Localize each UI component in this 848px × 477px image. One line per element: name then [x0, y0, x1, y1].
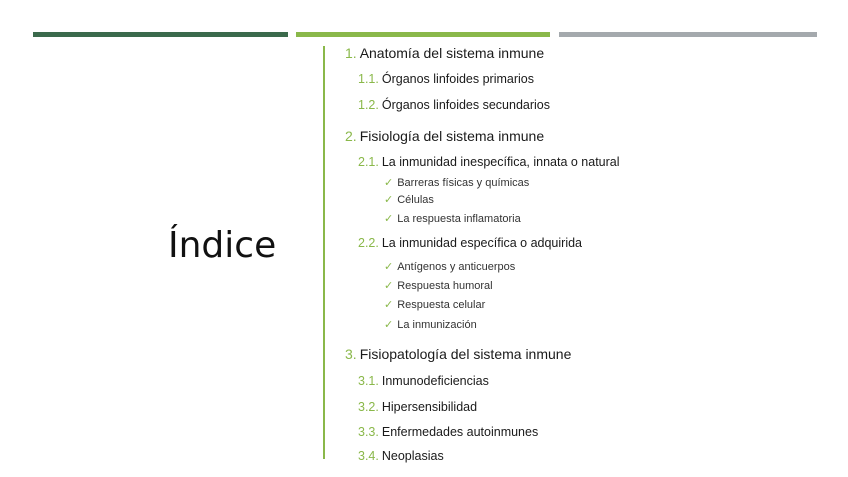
toc-item: ✓ Antígenos y anticuerpos — [384, 261, 516, 273]
toc-subsection-2-2: 2.2. La inmunidad específica o adquirida — [358, 236, 582, 250]
check-icon: ✓ — [384, 213, 394, 225]
check-icon: ✓ — [384, 177, 394, 189]
check-icon: ✓ — [384, 194, 394, 206]
toc-subsection-1-2: 1.2. Órganos linfoides secundarios — [358, 98, 551, 112]
toc-section-1: 1. Anatomía del sistema inmune — [345, 45, 545, 61]
check-icon: ✓ — [384, 261, 394, 273]
toc-item: ✓ Células — [384, 194, 434, 206]
toc-subsection-3-4: 3.4. Neoplasias — [358, 449, 444, 463]
check-icon: ✓ — [384, 319, 394, 331]
check-icon: ✓ — [384, 299, 394, 311]
toc-item: ✓ Respuesta celular — [384, 299, 486, 311]
toc-item: ✓ La respuesta inflamatoria — [384, 213, 521, 225]
toc-item: ✓ Respuesta humoral — [384, 280, 493, 292]
toc-section-2: 2. Fisiología del sistema inmune — [345, 128, 545, 144]
toc-subsection-3-1: 3.1. Inmunodeficiencias — [358, 374, 489, 388]
toc-item: ✓ Barreras físicas y químicas — [384, 177, 530, 189]
toc-subsection-3-3: 3.3. Enfermedades autoinmunes — [358, 425, 539, 439]
check-icon: ✓ — [384, 280, 394, 292]
toc-subsection-3-2: 3.2. Hipersensibilidad — [358, 400, 478, 414]
page-title: Índice — [168, 225, 277, 266]
toc-section-3: 3. Fisiopatología del sistema inmune — [345, 346, 572, 362]
toc-subsection-2-1: 2.1. La inmunidad inespecífica, innata o natural — [358, 155, 620, 169]
toc-subsection-1-1: 1.1. Órganos linfoides primarios — [358, 72, 535, 86]
toc-item: ✓ La inmunización — [384, 319, 477, 331]
